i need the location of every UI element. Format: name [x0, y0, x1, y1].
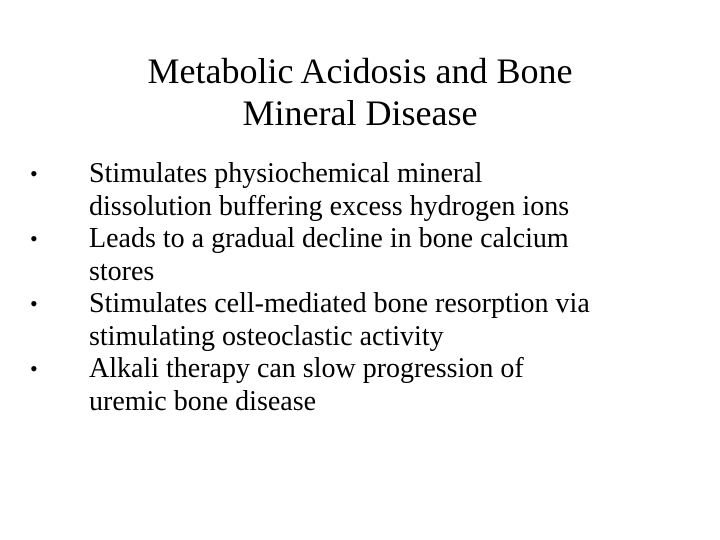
bullet-text-line-1: Alkali therapy can slow progression of	[89, 353, 524, 384]
bullet-text-line-2: uremic bone disease	[89, 385, 317, 417]
bullet-text-line-1: Leads to a gradual decline in bone calcium	[89, 223, 569, 254]
bullet-item	[30, 288, 690, 353]
bullet-item	[30, 353, 690, 418]
bullet-list	[30, 158, 690, 418]
slide-title	[40, 50, 680, 134]
bullet-text-line-2: stimulating osteoclastic activity	[89, 320, 444, 352]
slide-title-line-2: Mineral Disease	[242, 93, 478, 133]
bullet-item	[30, 158, 690, 223]
bullet-icon	[30, 158, 50, 191]
bullet-icon	[30, 353, 50, 386]
bullet-text-line-2: dissolution buffering excess hydrogen ions	[89, 190, 570, 222]
bullet-text-line-2: stores	[89, 255, 155, 287]
bullet-item	[30, 223, 690, 288]
bullet-icon	[30, 223, 50, 256]
bullet-icon	[30, 288, 50, 321]
bullet-text-line-1: Stimulates physiochemical mineral	[89, 158, 483, 189]
slide-title-line-1: Metabolic Acidosis and Bone	[147, 51, 573, 91]
bullet-text-line-1: Stimulates cell-mediated bone resorption via	[89, 288, 590, 319]
